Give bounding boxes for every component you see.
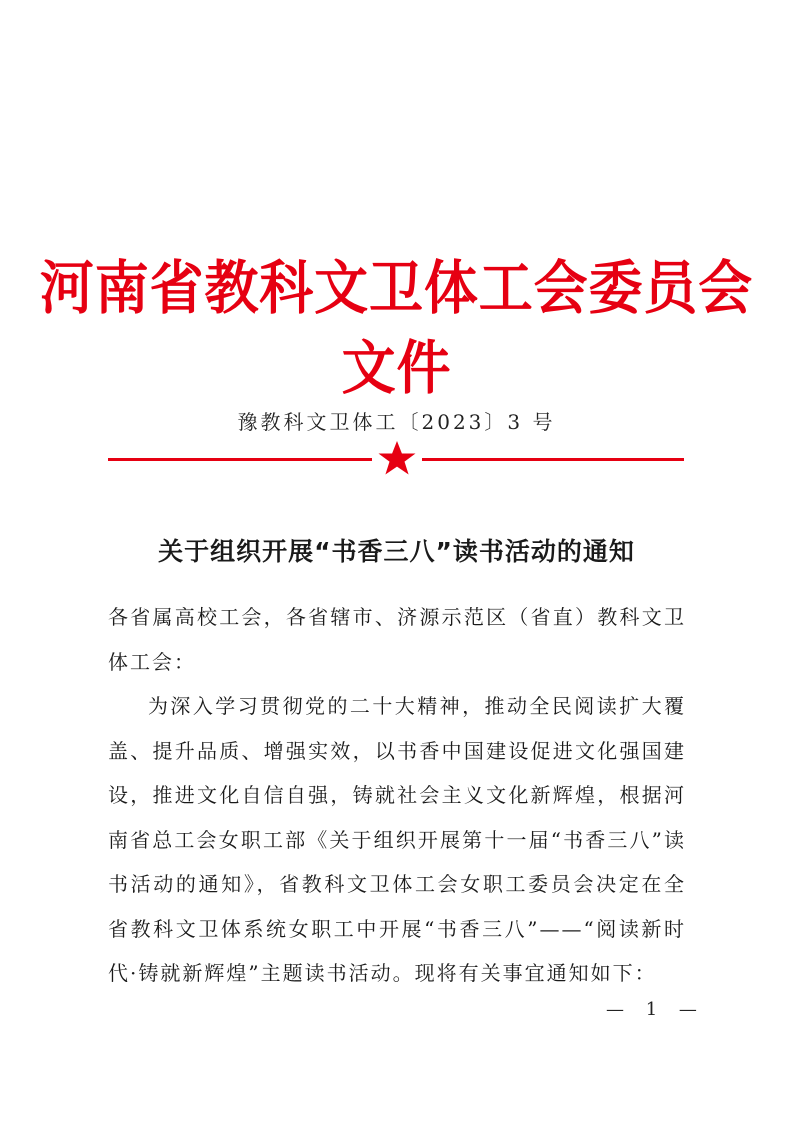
- red-divider-right: [422, 458, 684, 461]
- body-paragraph: 为深入学习贯彻党的二十大精神，推动全民阅读扩大覆盖、提升品质、增强实效，以书香中国建设促进文化强国建设，推进文化自信自强，铸就社会主义文化新辉煌，根据河南省总工会女职工部《关于组织开展第十一届“书香三八”读书活动的通知》，省教科文卫体工会女职工委员会决定在全省教科文卫体系统女职工中开展“书香三八”——“阅读新时代·铸就新辉煌”主题读书活动。现将有关事宜通知如下：: [108, 694, 686, 985]
- star-icon: [376, 440, 418, 476]
- notice-body: [108, 595, 686, 996]
- notice-title: 关于组织开展“书香三八”读书活动的通知: [158, 537, 635, 566]
- salutation: 各省属高校工会，各省辖市、济源示范区（省直）教科文卫体工会：: [108, 605, 686, 674]
- document-number: 豫教科文卫体工〔2023〕3 号: [237, 410, 556, 434]
- document-masthead: 河南省教科文卫体工会委员会文件: [39, 254, 754, 402]
- red-divider-left: [108, 458, 372, 461]
- page-number: — 1 —: [606, 999, 705, 1020]
